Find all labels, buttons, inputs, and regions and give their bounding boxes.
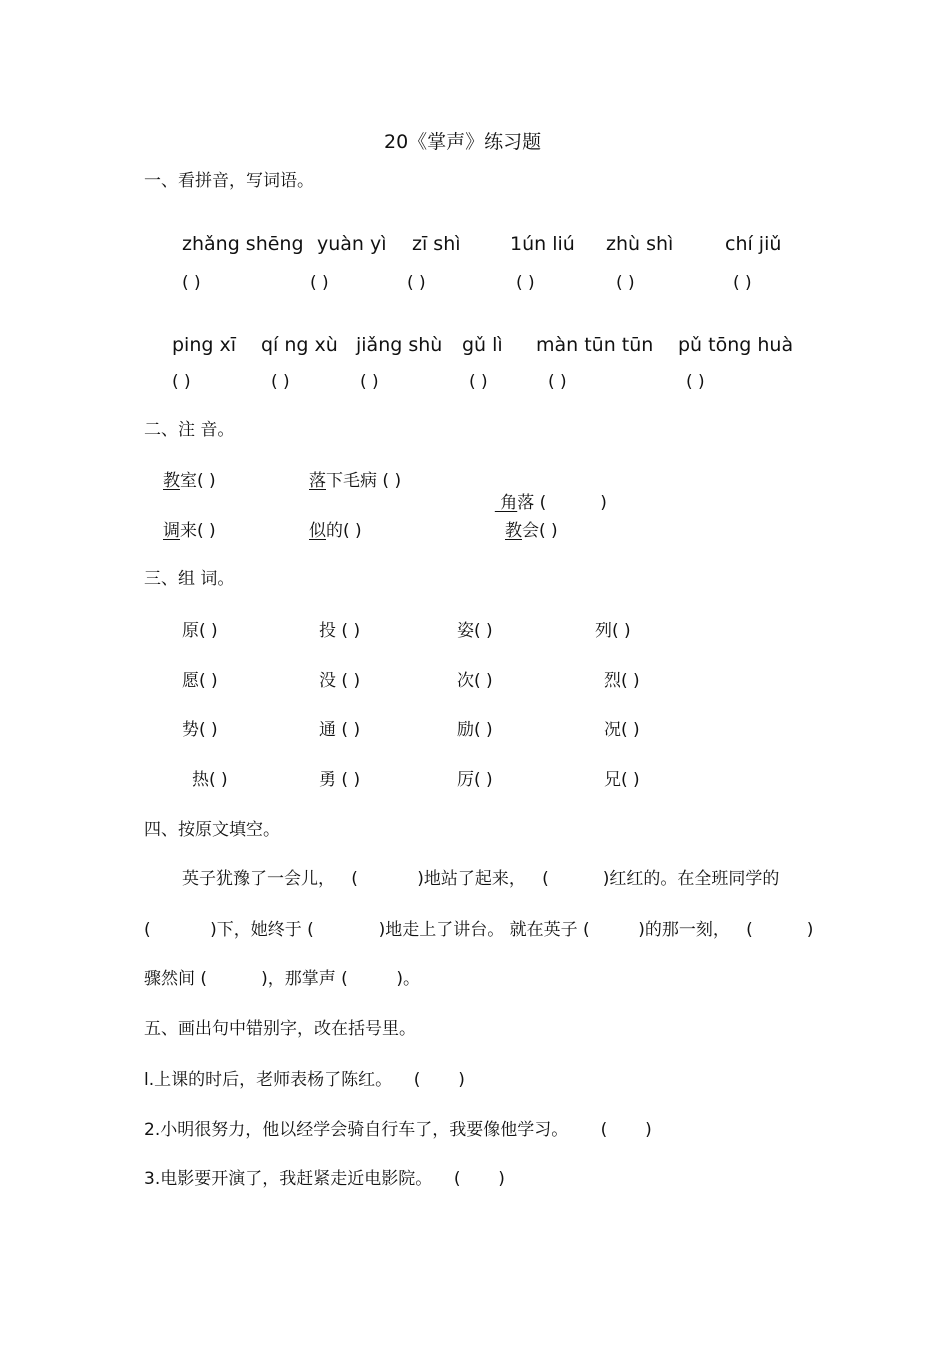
word-blank[interactable]: 愿( ) <box>182 671 218 691</box>
pinyin-item: 1ún liú <box>510 233 575 255</box>
pinyin-item: ping xī <box>172 334 237 356</box>
target-character: 教 <box>163 471 180 491</box>
word-blank[interactable]: 姿( ) <box>457 621 493 641</box>
section-3-heading: 三、组 词。 <box>144 569 235 589</box>
annotate-item <box>505 520 558 542</box>
answer-blank[interactable]: ( ) <box>516 273 535 293</box>
answer-blank[interactable]: ( ) <box>616 273 635 293</box>
pinyin-item: yuàn yì <box>317 233 387 255</box>
word-blank[interactable]: 况( ) <box>604 720 640 740</box>
answer-blank[interactable]: ( ) <box>360 372 379 392</box>
fill-line-1[interactable]: 英子犹豫了一会儿， ( )地站了起来， ( )红红的。在全班同学的 <box>182 869 780 889</box>
target-character: 调 <box>163 521 180 541</box>
annotate-rest[interactable]: 会( ) <box>522 521 558 541</box>
annotate-rest[interactable]: 落 ( ) <box>517 493 607 513</box>
target-character: 落 <box>309 471 326 491</box>
pinyin-item: zhǎng shēng <box>182 233 304 255</box>
answer-blank[interactable]: ( ) <box>172 372 191 392</box>
word-blank[interactable]: 投 ( ) <box>319 621 361 641</box>
target-character: 教 <box>505 521 522 541</box>
fill-line-3[interactable]: 骤然间 ( )，那掌声 ( )。 <box>144 969 421 989</box>
answer-blank[interactable]: ( ) <box>686 372 705 392</box>
word-blank[interactable]: 通 ( ) <box>319 720 361 740</box>
annotate-item <box>163 520 216 542</box>
correction-item-1[interactable]: l.上课的时后，老师表杨了陈红。 ( ) <box>144 1070 465 1090</box>
pinyin-item: zhù shì <box>606 233 674 255</box>
section-1-heading: 一、看拼音，写词语。 <box>144 171 314 191</box>
word-blank[interactable]: 势( ) <box>182 720 218 740</box>
pinyin-item: qí ng xù <box>261 334 338 356</box>
pinyin-item: pǔ tōng huà <box>678 334 794 356</box>
annotate-item <box>484 470 607 514</box>
annotate-rest[interactable]: 来( ) <box>180 521 216 541</box>
pinyin-item: chí jiǔ <box>725 233 782 255</box>
answer-blank[interactable]: ( ) <box>469 372 488 392</box>
annotate-item <box>309 520 362 542</box>
section-5-heading: 五、画出句中错别字，改在括号里。 <box>144 1019 416 1039</box>
word-blank[interactable]: 列( ) <box>595 621 631 641</box>
annotate-item <box>309 470 401 492</box>
section-4-heading: 四、按原文填空。 <box>144 820 280 840</box>
correction-item-3[interactable]: 3.电影要开演了，我赶紧走近电影院。 ( ) <box>144 1169 505 1189</box>
word-blank[interactable]: 励( ) <box>457 720 493 740</box>
word-blank[interactable]: 次( ) <box>457 671 493 691</box>
word-blank[interactable]: 原( ) <box>182 621 218 641</box>
word-blank[interactable]: 烈( ) <box>604 671 640 691</box>
answer-blank[interactable]: ( ) <box>407 273 426 293</box>
answer-blank[interactable]: ( ) <box>733 273 752 293</box>
annotate-item <box>163 470 216 492</box>
answer-blank[interactable]: ( ) <box>182 273 201 293</box>
correction-item-2[interactable]: 2.小明很努力，他以经学会骑自行车了，我要像他学习。 ( ) <box>144 1120 652 1140</box>
answer-blank[interactable]: ( ) <box>310 273 329 293</box>
pinyin-item: jiǎng shù <box>356 334 443 356</box>
annotate-rest[interactable]: 下毛病 ( ) <box>326 471 402 491</box>
word-blank[interactable]: 没 ( ) <box>319 671 361 691</box>
page-title: 20《掌声》练习题 <box>384 131 542 153</box>
answer-blank[interactable]: ( ) <box>548 372 567 392</box>
word-blank[interactable]: 厉( ) <box>457 770 493 790</box>
answer-blank[interactable]: ( ) <box>271 372 290 392</box>
annotate-rest[interactable]: 的( ) <box>326 521 362 541</box>
pinyin-item: zī shì <box>412 233 461 255</box>
word-blank[interactable]: 勇 ( ) <box>319 770 361 790</box>
target-character: 似 <box>309 521 326 541</box>
target-character: 角 <box>494 493 518 513</box>
word-blank[interactable]: 热( ) <box>192 770 228 790</box>
pinyin-item: gǔ lì <box>462 334 503 356</box>
section-2-heading: 二、注 音。 <box>144 420 235 440</box>
word-blank[interactable]: 兄( ) <box>604 770 640 790</box>
fill-line-2[interactable]: ( )下，她终于 ( )地走上了讲台。 就在英子 ( )的那一刻， ( ) <box>144 920 814 940</box>
pinyin-item: màn tūn tūn <box>536 334 654 356</box>
annotate-rest[interactable]: 室( ) <box>180 471 216 491</box>
